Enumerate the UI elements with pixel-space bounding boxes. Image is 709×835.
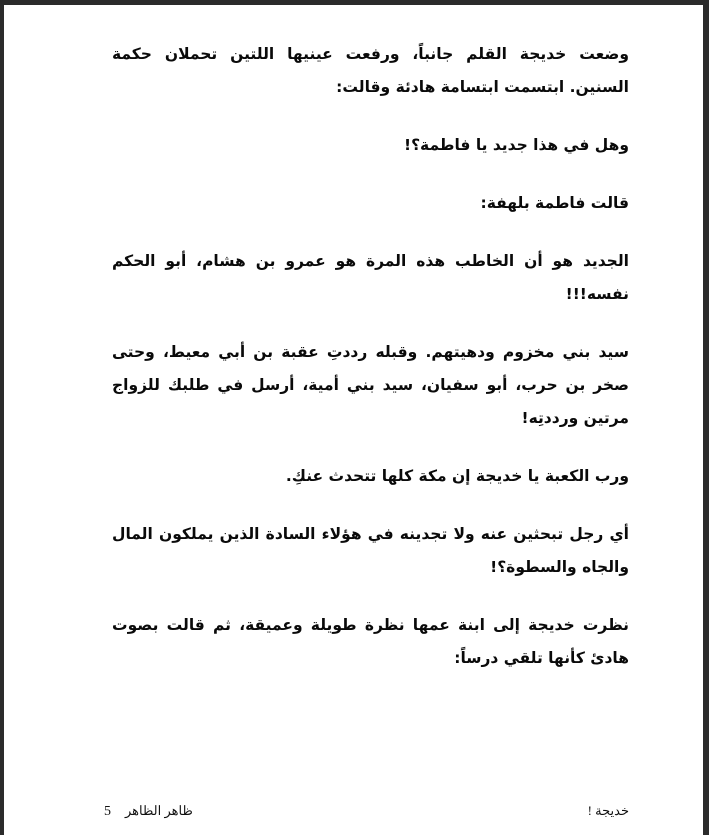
- page-text-column: [112, 38, 629, 700]
- body-paragraph: وهل في هذا جديد يا فاطمة؟!: [404, 136, 629, 154]
- page-sheet: [4, 5, 703, 835]
- footer-left-group: [104, 803, 193, 820]
- body-paragraph: الجديد هو أن الخاطب هذه المرة هو عمرو بن هشام، أبو الحكم نفسه!!!: [112, 252, 629, 303]
- footer-page-number: 5: [104, 804, 111, 819]
- body-paragraph: وضعت خديجة القلم جانباً، ورفعت عينيها اللتين تحملان حكمة السنين. ابتسمت ابتسامة هادئة وقالت:: [112, 45, 629, 96]
- body-paragraph: ورب الكعبة يا خديجة إن مكة كلها تتحدث عنكِ.: [285, 467, 629, 485]
- body-paragraph: قالت فاطمة بلهفة:: [480, 194, 629, 212]
- footer-author-name: ظاهر الظاهر: [125, 803, 193, 818]
- footer-book-title: خديجة !: [587, 803, 629, 818]
- page-footer: [4, 803, 703, 831]
- body-paragraph: أي رجل تبحثين عنه ولا تجدينه في هؤلاء السادة الذين يملكون المال والجاه والسطوة؟!: [112, 525, 629, 576]
- body-paragraph: نظرت خديجة إلى ابنة عمها نظرة طويلة وعميقة، ثم قالت بصوت هادئ كأنها تلقي درساً:: [112, 616, 629, 667]
- body-paragraph: سيد بني مخزوم ودهيتهم. وقبله رددتِ عقبة بن أبي معيط، وحتى صخر بن حرب، أبو سفيان، سيد بني أمية، أرسل في طلبك للزواج مرتين ورددتِه!: [112, 343, 629, 427]
